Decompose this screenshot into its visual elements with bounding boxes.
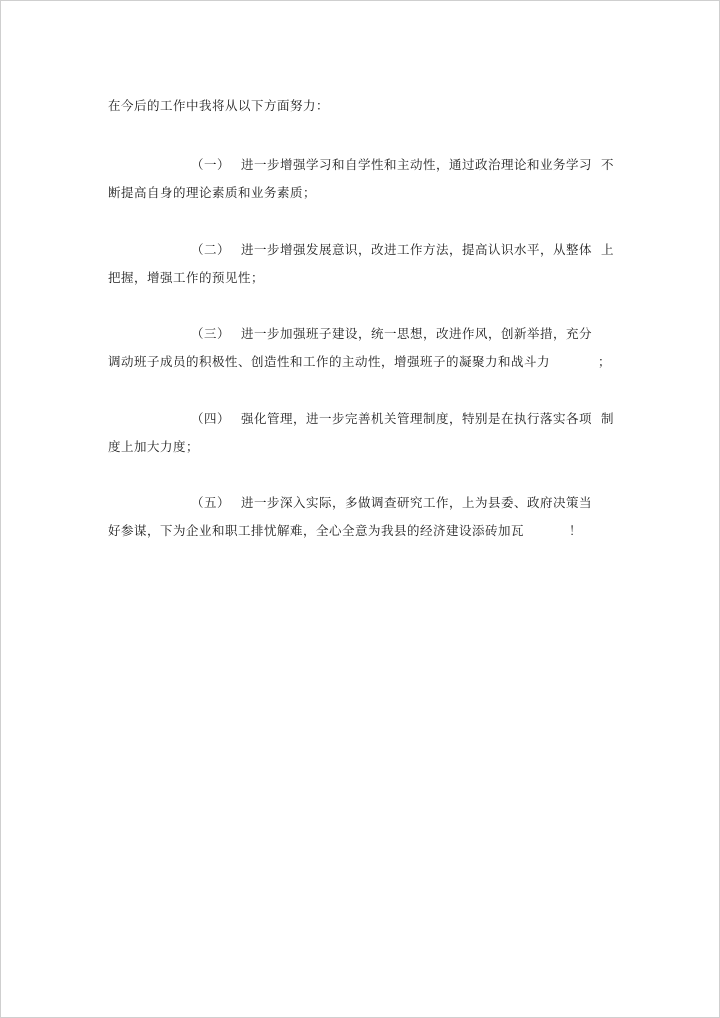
item-second-line: 调动班子成员的积极性、创造性和工作的主动性，增强班子的凝聚力和战斗力: [108, 354, 551, 369]
item-line-end: ；: [598, 354, 611, 369]
item-second-line: 断提高自身的理论素质和业务素质；: [108, 185, 317, 200]
item-first-line: [191, 155, 592, 173]
item-second-line: 把握，增强工作的预见性；: [108, 270, 265, 285]
item-line-end: ！: [569, 523, 582, 538]
item-second-line: 好参谋，下为企业和职工排忧解难，全心全意为我县的经济建设添砖加瓦: [108, 523, 525, 538]
item-text: 强化管理，进一步完善机关管理制度，特别是在执行落实各项: [241, 411, 593, 426]
item-first-line: [191, 493, 592, 511]
item-number: （四）: [191, 411, 231, 426]
item-first-line: [191, 240, 592, 258]
item-line-end: 不: [601, 157, 614, 172]
item-line-end: 制: [601, 411, 614, 426]
item-text: 进一步深入实际，多做调查研究工作，上为县委、政府决策当: [241, 495, 593, 510]
item-number: （二）: [191, 242, 231, 257]
item-text: 进一步加强班子建设，统一思想，改进作风，创新举措，充分: [241, 326, 593, 341]
item-number: （一）: [191, 157, 231, 172]
item-number: （三）: [191, 326, 231, 341]
item-first-line: [191, 409, 592, 427]
item-number: （五）: [191, 495, 231, 510]
item-line-end: 上: [601, 242, 614, 257]
item-text: 进一步增强学习和自学性和主动性，通过政治理论和业务学习: [241, 157, 593, 172]
intro-line: 在今后的工作中我将从以下方面努力：: [108, 98, 330, 113]
item-text: 进一步增强发展意识，改进工作方法，提高认识水平，从整体: [241, 242, 593, 257]
item-first-line: [191, 324, 592, 342]
item-second-line: 度上加大力度；: [108, 439, 200, 454]
